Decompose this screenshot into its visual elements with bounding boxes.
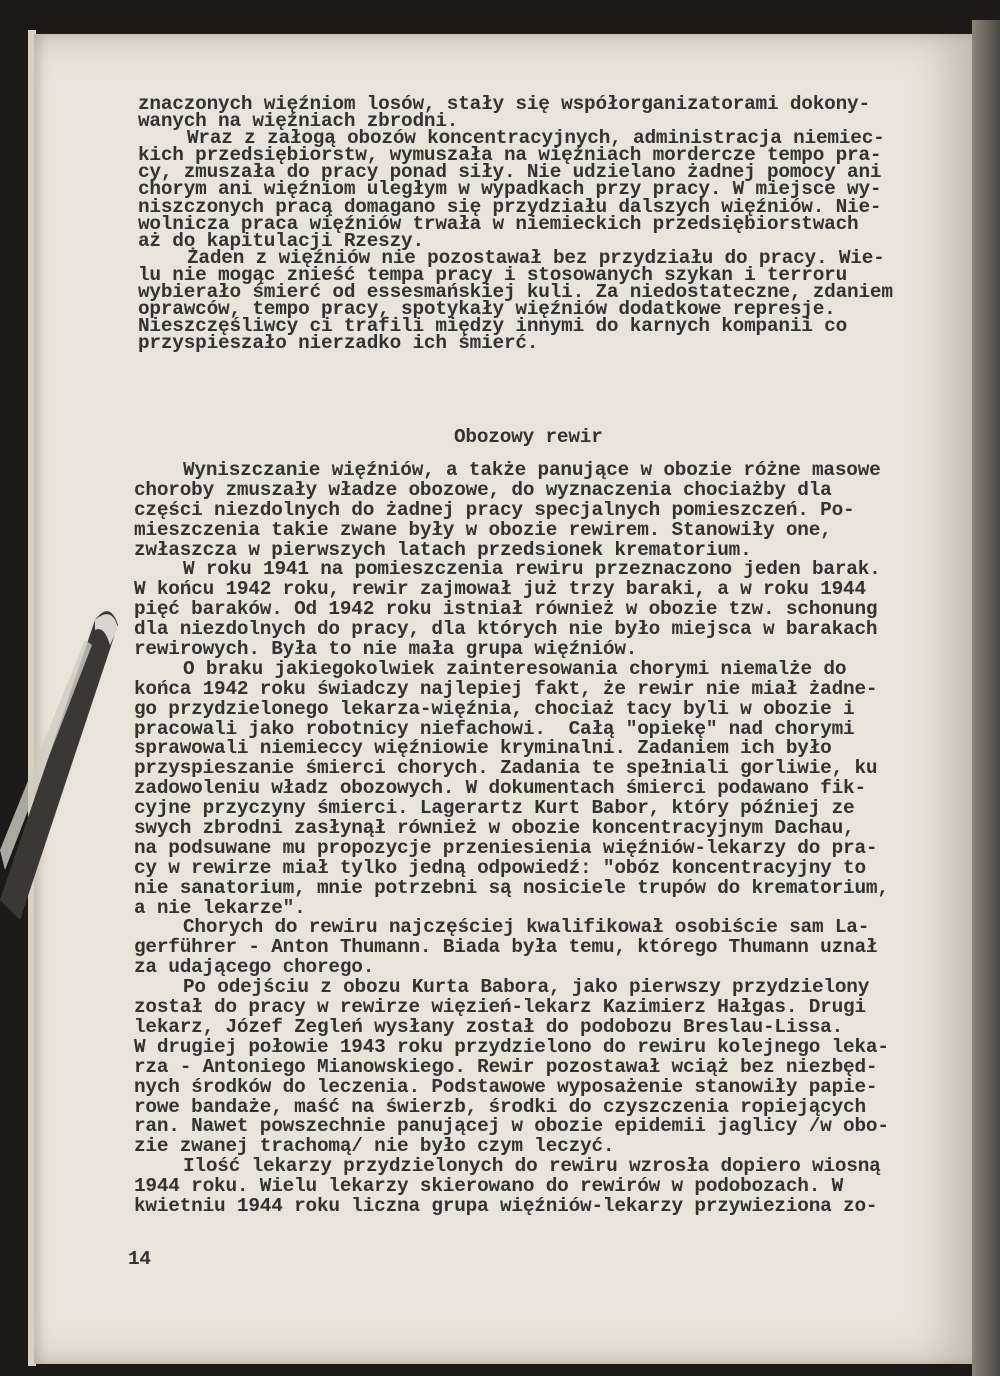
text-line: za udającego chorego. xyxy=(134,956,375,979)
text-line: przyspieszało nierzadko ich śmierć. xyxy=(138,332,539,355)
text-line: rza - Antoniego Mianowskiego. Rewir pozostawał wciąż bez niezbęd- xyxy=(134,1055,878,1078)
text-line: zadowoleniu władz obozowych. W dokumentach śmierci podawano fik- xyxy=(134,777,866,800)
text-line: choroby zmuszały władze obozowe, do wyznaczenia chociażby dla xyxy=(134,478,832,501)
text-line: nie sanatorium, mnie potrzebni są nosiciele trupów do krematorium, xyxy=(134,876,889,899)
text-line: kwietniu 1944 roku liczna grupa więźniów-lekarzy przywieziona zo- xyxy=(134,1194,878,1217)
text-line: Ilość lekarzy przydzielonych do rewiru wzrosła dopiero wiosną xyxy=(183,1155,881,1178)
text-line: rewirowych. Była to nie mała grupa więźniów. xyxy=(134,638,638,661)
text-line: wybierało śmierć od essesmańskiej kuli. Za niedostateczne, zdaniem xyxy=(138,281,893,304)
text-line: gerführer - Anton Thumann. Biada była temu, którego Thumann uznał xyxy=(134,936,878,959)
text-line: Po odejściu z obozu Kurta Babora, jako pierwszy przydzielony xyxy=(183,976,870,999)
text-line: znaczonych więźniom losów, stały się współorganizatorami dokony- xyxy=(138,93,870,115)
text-line: mieszczenia takie zwane były w obozie rewirem. Stanowiły one, xyxy=(134,518,832,541)
text-line: lekarz, Józef Zegleń wysłany został do podobozu Breslau-Lissa. xyxy=(134,1015,844,1038)
text-line: ran. Nawet powszechnie panującej w obozie epidemii jaglicy /w obo- xyxy=(134,1115,889,1138)
text-line: sprawowali niemieccy więźniowie kryminalni. Zadaniem ich było xyxy=(134,737,832,760)
text-line: części niezdolnych do żadnej pracy specjalnych pomieszczeń. Po- xyxy=(134,498,855,521)
text-line: pięć baraków. Od 1942 roku istniał również w obozie tzw. schonung xyxy=(134,598,878,621)
text-line: O braku jakiegokolwiek zainteresowania chorymi niemalże do xyxy=(183,657,847,680)
text-line: niszczonych pracą domagano się przydziału dalszych więźniów. Nie- xyxy=(138,195,882,218)
text-line: Chorych do rewiru najczęściej kwalifikował osobiście sam La- xyxy=(183,916,870,939)
text-line: został do pracy w rewirze więzień-lekarz Kazimierz Hałgas. Drugi xyxy=(134,996,866,1019)
text-line: chorym ani więźniom uległym w wypadkach przy pracy. W miejsce wy- xyxy=(138,178,882,201)
section-1-text xyxy=(138,93,893,355)
text-line: W końcu 1942 roku, rewir zajmował już trzy baraki, a w roku 1944 xyxy=(134,578,866,601)
text-line: na podsuwane mu propozycje przeniesienia więźniów-lekarzy do pra- xyxy=(134,836,878,859)
text-line: cy w rewirze miał tylko jedną odpowiedź: "obóz koncentracyjny to xyxy=(134,856,866,879)
book-spine xyxy=(972,20,1000,1376)
text-line: rowe bandaże, maść na świerzb, środki do czyszczenia ropiejących xyxy=(134,1095,866,1118)
text-line: Wraz z załogą obozów koncentracyjnych, administracja niemiec- xyxy=(187,127,885,150)
text-line: swych zbrodni zasłynął również w obozie koncentracyjnym Dachau, xyxy=(134,817,855,840)
text-line: dla niezdolnych do pracy, dla których nie było miejsca w barakach xyxy=(134,618,878,641)
text-line: W roku 1941 na pomieszczenia rewiru przeznaczono jeden barak. xyxy=(183,558,881,581)
text-line: wanych na więźniach zbrodni. xyxy=(138,110,459,133)
text-line: aż do kapitulacji Rzeszy. xyxy=(138,229,424,252)
text-line: a nie lekarze". xyxy=(134,896,306,919)
text-line: cy, zmuszała do pracy ponad siły. Nie udzielano żadnej pomocy ani xyxy=(138,161,882,184)
text-line: nych środków do leczenia. Podstawowe wyposażenie stanowiły papie- xyxy=(134,1075,878,1098)
tweezers-icon xyxy=(0,600,130,920)
text-line: kich przedsiębiorstw, wymuszała na więźniach mordercze tempo pra- xyxy=(138,144,882,167)
text-line: pracowali jako robotnicy niefachowi. Całą "opiekę" nad chorymi xyxy=(134,717,855,740)
text-line: cyjne przyczyny śmierci. Lagerartz Kurt Babor, który później ze xyxy=(134,797,855,820)
text-line: lu nie mogąc znieść tempa pracy i stosowanych szykan i terroru xyxy=(138,263,848,286)
text-line: oprawców, tempo pracy, spotykały więźniów dodatkowe represje. xyxy=(138,298,836,321)
text-line: go przydzielonego lekarza-więźnia, chociaż tacy byli w obozie i xyxy=(134,697,855,720)
text-line: zie zwanej trachomą/ nie było czym leczyć. xyxy=(134,1135,615,1158)
text-line: Żaden z więźniów nie pozostawał bez przydziału do pracy. Wie- xyxy=(187,246,885,269)
section-heading: Obozowy rewir xyxy=(454,426,603,448)
page-number: 14 xyxy=(128,1248,151,1270)
text-line: wolnicza praca więźniów trwała w niemieckich przedsiębiorstwach xyxy=(138,212,859,235)
text-line: przyspieszanie śmierci chorych. Zadania te spełniali gorliwie, ku xyxy=(134,757,878,780)
text-line: zwłaszcza w pierwszych latach przedsionek krematorium. xyxy=(134,538,752,561)
text-line: końca 1942 roku świadczy najlepiej fakt, że rewir nie miał żadne- xyxy=(134,677,878,700)
text-line: Wyniszczanie więźniów, a także panujące w obozie różne masowe xyxy=(183,459,881,481)
section-2-text xyxy=(134,461,889,1217)
text-line: 1944 roku. Wielu lekarzy skierowano do rewirów w podobozach. W xyxy=(134,1175,844,1198)
text-line: W drugiej połowie 1943 roku przydzielono do rewiru kolejnego leka- xyxy=(134,1035,889,1058)
text-line: Nieszczęśliwcy ci trafili między innymi do karnych kompanii co xyxy=(138,315,848,338)
